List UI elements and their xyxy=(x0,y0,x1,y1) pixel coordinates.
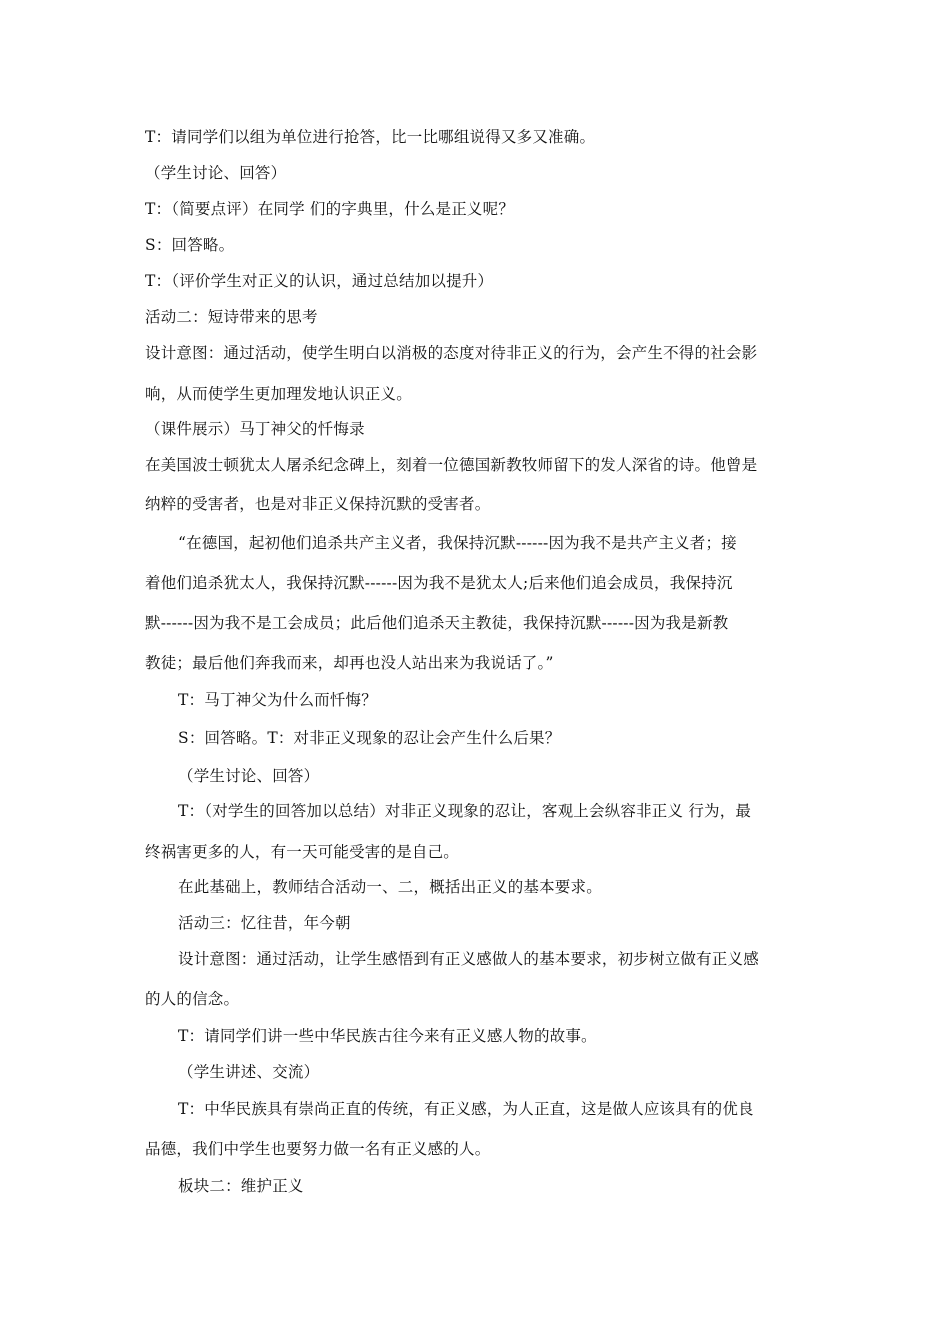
text-line: S：回答略。 xyxy=(145,236,235,254)
poem-line: 默------因为我不是工会成员；此后他们追杀天主教徒，我保持沉默------因为我是新教 xyxy=(145,614,729,632)
poem-line: “在德国，起初他们追杀共产主义者，我保持沉默------因为我不是共产主义者；接 xyxy=(178,534,737,552)
section-heading: 板块二：维护正义 xyxy=(178,1177,304,1195)
text-line: T：马丁神父为什么而忏悔？ xyxy=(178,691,377,709)
text-line: S：回答略。T：对非正义现象的忍让会产生什么后果？ xyxy=(178,729,561,747)
text-line: 在美国波士顿犹太人屠杀纪念碑上，刻着一位德国新教牧师留下的发人深省的诗。他曾是 xyxy=(145,456,758,474)
text-line: （学生讨论、回答） xyxy=(178,767,320,785)
section-heading: 活动三：忆往昔，年今朝 xyxy=(178,914,351,932)
text-line: 纳粹的受害者，也是对非正义保持沉默的受害者。 xyxy=(145,495,491,513)
text-line: T：中华民族具有崇尚正直的传统，有正义感，为人正直，这是做人应该具有的优良 xyxy=(178,1100,754,1118)
text-line: 在此基础上，教师结合活动一、二，概括出正义的基本要求。 xyxy=(178,878,602,896)
text-line: 的人的信念。 xyxy=(145,990,240,1008)
text-line: T：（简要点评）在同学 们的字典里，什么是正义呢？ xyxy=(145,200,515,218)
poem-line: 教徒；最后他们奔我而来，却再也没人站出来为我说话了。” xyxy=(145,654,554,672)
text-line: T：（评价学生对正义的认识，通过总结加以提升） xyxy=(145,272,494,290)
text-line: 设计意图：通过活动，使学生明白以消极的态度对待非正义的行为，会产生不得的社会影 xyxy=(145,344,758,362)
text-line: （学生讨论、回答） xyxy=(145,164,287,182)
text-line: （课件展示）马丁神父的忏悔录 xyxy=(145,420,365,438)
text-line: 设计意图：通过活动，让学生感悟到有正义感做人的基本要求，初步树立做有正义感 xyxy=(178,950,759,968)
text-line: T：请同学们以组为单位进行抢答，比一比哪组说得又多又准确。 xyxy=(145,128,596,146)
text-line: 响，从而使学生更加理发地认识正义。 xyxy=(145,385,412,403)
text-line: 终祸害更多的人，有一天可能受害的是自己。 xyxy=(145,843,460,861)
text-line: T：请同学们讲一些中华民族古往今来有正义感人物的故事。 xyxy=(178,1027,597,1045)
text-line: 品德，我们中学生也要努力做一名有正义感的人。 xyxy=(145,1140,491,1158)
section-heading: 活动二：短诗带来的思考 xyxy=(145,308,318,326)
text-line: T：（对学生的回答加以总结）对非正义现象的忍让，客观上会纵容非正义 行为，最 xyxy=(178,802,752,820)
text-line: （学生讲述、交流） xyxy=(178,1063,320,1081)
poem-line: 着他们追杀犹太人，我保持沉默------因为我不是犹太人;后来他们追会成员，我保持沉 xyxy=(145,574,733,592)
